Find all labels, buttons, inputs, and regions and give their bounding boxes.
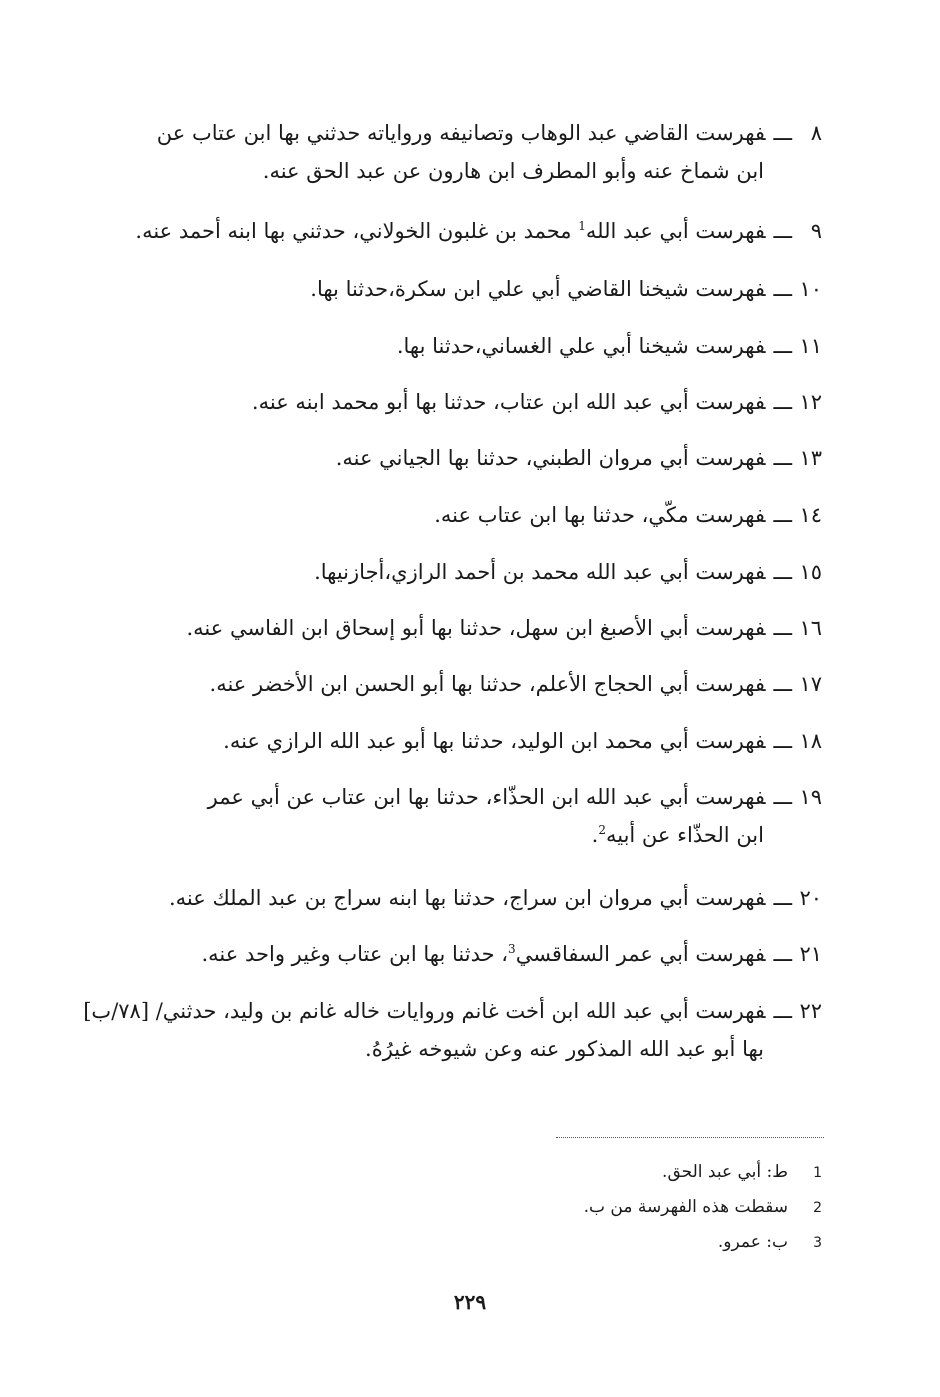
entry-text: فهرست أبي مروان ابن سراج، حدثنا بها ابنه سراج بن عبد الملك عنه. [168,886,766,910]
entry-10: ١٠ـــفهرست شيخنا القاضي أبي علي ابن سكرة،حدثنا بها. [310,270,822,308]
entry-number: ١٤ [799,503,822,527]
footnote-marker: 2 [598,823,606,837]
entry-number: ٢٠ [799,886,822,910]
entry-number: ١٥ [799,560,822,584]
entry-text: فهرست أبي عبد الله ابن أخت غانم وروايات خاله غانم بن وليد، حدثني/ [٧٨/ب] [83,999,766,1023]
entry-number: ١٢ [799,390,822,414]
footnote-number: 3 [813,1235,822,1251]
footnote-1 [662,1159,822,1186]
entry-number: ٨ [810,121,822,145]
entry-number: ٢٢ [799,999,822,1023]
entry-text: فهرست شيخنا القاضي أبي علي ابن سكرة،حدثنا بها. [310,277,766,301]
entry-text: فهرست القاضي عبد الوهاب وتصانيفه ورواياته حدثني بها ابن عتاب عن [156,121,766,145]
footnote-marker: 3 [508,942,516,956]
entry-8: ٨ـــفهرست القاضي عبد الوهاب وتصانيفه ورواياته حدثني بها ابن عتاب عن ابن شماخ عنه وأبو المطرف ابن هارون عن عبد الحق عنه. [122,114,822,190]
footnote-text: سقطت هذه الفهرسة من ب. [583,1197,788,1217]
footnote-number: 2 [813,1200,822,1216]
entry-text: فهرست شيخنا أبي علي الغساني،حدثنا بها. [396,334,766,358]
entry-text-continued: ابن الحذّاء عن أبيه [605,823,764,847]
footnote-text: ب: عمرو. [717,1232,788,1252]
entry-9: ٩ـــفهرست أبي عبد الله$^1$ محمد بن غلبون الخولاني، حدثني بها ابنه أحمد عنه. [135,212,822,250]
entry-text-continued: ابن شماخ عنه وأبو المطرف ابن هارون عن عبد الحق عنه. [262,159,764,183]
footnote-marker: 1 [578,219,586,233]
entry-text: فهرست أبي عبد الله محمد بن أحمد الرازي،أجازنيها. [314,560,766,584]
footnote-number: 1 [813,1165,822,1181]
entry-number: ١٨ [799,729,822,753]
entry-21: ٢١ـــفهرست أبي عمر السفاقسي$^3$، حدثنا بها ابن عتاب وغير واحد عنه. [202,935,823,973]
entry-text: فهرست أبي عمر السفاقسي [515,942,766,966]
entry-20: ٢٠ـــفهرست أبي مروان ابن سراج، حدثنا بها ابنه سراج بن عبد الملك عنه. [169,879,822,917]
page-number: ٢٢٩ [453,1290,487,1314]
footnote-2 [584,1194,822,1221]
footnote-divider [556,1137,824,1138]
entry-text-end: . [591,823,599,847]
entry-text-rest: ، حدثنا بها ابن عتاب وغير واحد عنه. [201,942,509,966]
entry-22: ٢٢ـــفهرست أبي عبد الله ابن أخت غانم وروايات خاله غانم بن وليد، حدثني/ [٧٨/ب] بها أبو عبد الله المذكور عنه وعن شيوخه غيرُهُ. [30,992,822,1068]
entry-12: ١٢ـــفهرست أبي عبد الله ابن عتاب، حدثنا بها أبو محمد ابنه عنه. [252,383,822,421]
entry-text: فهرست أبي عبد الله ابن عتاب، حدثنا بها أبو محمد ابنه عنه. [251,390,766,414]
entry-text: فهرست أبي مروان الطبني، حدثنا بها الجياني عنه. [335,446,766,470]
entry-11: ١١ـــفهرست شيخنا أبي علي الغساني،حدثنا بها. [397,327,822,365]
entry-number: ٢١ [799,942,822,966]
entry-number: ١٣ [799,446,822,470]
entry-number: ١٦ [799,616,822,640]
entry-17: ١٧ـــفهرست أبي الحجاج الأعلم، حدثنا بها أبو الحسن ابن الأخضر عنه. [210,665,822,703]
entry-text: فهرست أبي محمد ابن الوليد، حدثنا بها أبو عبد الله الرازي عنه. [223,729,766,753]
footnote-3 [718,1229,822,1256]
entry-number: ٩ [810,219,822,243]
entry-14: ١٤ـــفهرست مكّي، حدثنا بها ابن عتاب عنه. [434,496,822,534]
entry-15: ١٥ـــفهرست أبي عبد الله محمد بن أحمد الرازي،أجازنيها. [314,553,822,591]
entry-18: ١٨ـــفهرست أبي محمد ابن الوليد، حدثنا بها أبو عبد الله الرازي عنه. [223,722,822,760]
entry-text: فهرست مكّي، حدثنا بها ابن عتاب عنه. [434,503,766,527]
entry-text: فهرست أبي عبد الله [585,219,766,243]
entry-text-rest: محمد بن غلبون الخولاني، حدثني بها ابنه أحمد عنه. [135,219,579,243]
entry-text: فهرست أبي الحجاج الأعلم، حدثنا بها أبو الحسن ابن الأخضر عنه. [209,672,766,696]
entry-number: ١٩ [799,785,822,809]
entry-text: فهرست أبي عبد الله ابن الحذّاء، حدثنا بها ابن عتاب عن أبي عمر [207,785,766,809]
footnote-text: ط: أبي عبد الحق. [662,1162,788,1182]
entry-number: ١٧ [799,672,822,696]
entry-13: ١٣ـــفهرست أبي مروان الطبني، حدثنا بها الجياني عنه. [336,439,822,477]
entry-number: ١١ [799,334,822,358]
entry-text-continued: بها أبو عبد الله المذكور عنه وعن شيوخه غيرُهُ. [365,1037,764,1061]
entry-number: ١٠ [799,277,822,301]
entry-text: فهرست أبي الأصبغ ابن سهل، حدثنا بها أبو إسحاق ابن الفاسي عنه. [186,616,766,640]
entry-16: ١٦ـــفهرست أبي الأصبغ ابن سهل، حدثنا بها أبو إسحاق ابن الفاسي عنه. [187,609,823,647]
entry-19: ١٩ـــفهرست أبي عبد الله ابن الحذّاء، حدثنا بها ابن عتاب عن أبي عمر ابن الحذّاء عن أبيه$^2$. [122,778,822,854]
